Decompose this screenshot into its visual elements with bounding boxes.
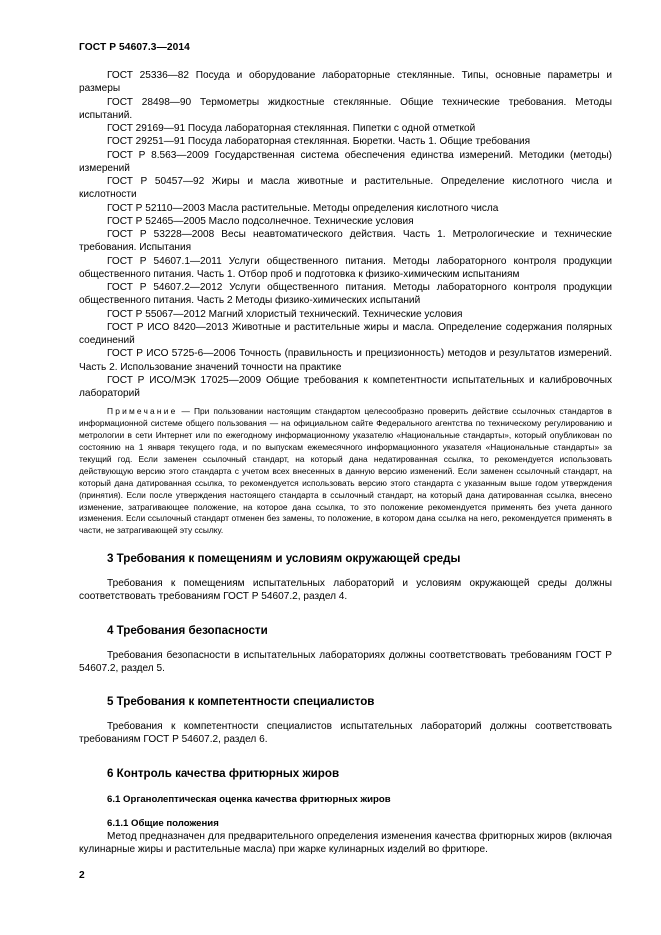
page-number: 2	[79, 870, 85, 881]
reference-item: ГОСТ Р 54607.1—2011 Услуги общественного питания. Методы лабораторного контроля продукции общественного питания. Часть 1. Отбор проб и подготовка к физико-химическим испытаниям	[79, 255, 612, 280]
reference-item: ГОСТ Р ИСО 8420—2013 Животные и растительные жиры и масла. Определение содержания полярных соединений	[79, 321, 612, 346]
section-3-text: Требования к помещениям испытательных лабораторий и условиям окружающей среды должны соответствовать требованиям ГОСТ Р 54607.2, раздел 4.	[79, 578, 612, 603]
section-3-heading: 3 Требования к помещениям и условиям окружающей среды	[107, 552, 461, 566]
section-4-text: Требования безопасности в испытательных лабораториях должны соответствовать требованиям ГОСТ Р 54607.2, раздел 5.	[79, 649, 612, 674]
reference-item: ГОСТ 29169—91 Посуда лабораторная стеклянная. Пипетки с одной отметкой	[107, 123, 476, 134]
reference-item: ГОСТ Р 52465—2005 Масло подсолнечное. Технические условия	[107, 215, 414, 227]
normative-references-list	[79, 69, 612, 400]
section-4-heading: 4 Требования безопасности	[107, 623, 268, 637]
reference-item: ГОСТ Р 50457—92 Жиры и масла животные и растительные. Определение кислотного числа и кислотности	[79, 176, 612, 201]
subsection-6-1-1-heading: 6.1.1 Общие положения	[107, 817, 219, 829]
section-6-heading: 6 Контроль качества фритюрных жиров	[107, 766, 340, 780]
page-content	[79, 69, 612, 856]
reference-item: ГОСТ Р 54607.2—2012 Услуги общественного питания. Методы лабораторного контроля продукции общественного питания. Часть 2 Методы физико-химических испытаний	[79, 282, 612, 307]
subsection-6-1-1-text: Метод предназначен для предварительного определения изменения качества фритюрных жиров (включая кулинарные жиры и растительные масла) при жарке кулинарных изделий во фритюре.	[79, 830, 612, 855]
section-5-heading: 5 Требования к компетентности специалистов	[107, 695, 375, 709]
references-note	[79, 406, 612, 537]
section-5-text: Требования к компетентности специалистов испытательных лабораторий должны соответствовать требованиям ГОСТ Р 54607.2, раздел 6.	[79, 721, 612, 746]
note-label: Примечание	[107, 406, 178, 417]
reference-item: ГОСТ Р 53228—2008 Весы неавтоматического действия. Часть 1. Метрологические и технические требования. Испытания	[79, 229, 612, 254]
reference-item: ГОСТ 25336—82 Посуда и оборудование лабораторные стеклянные. Типы, основные параметры и размеры	[79, 70, 612, 95]
document-code-header: ГОСТ Р 54607.3—2014	[79, 42, 190, 53]
reference-item: ГОСТ 29251—91 Посуда лабораторная стеклянная. Бюретки. Часть 1. Общие требования	[107, 136, 531, 148]
reference-item: ГОСТ Р 8.563—2009 Государственная система обеспечения единства измерений. Методики (методы) измерений	[79, 149, 612, 174]
note-text: — При пользовании настоящим стандартом целесообразно проверить действие ссылочных стандартов в информационной системе общего пользования — на официальном сайте Федерального агентства по техническому регулированию и метрологии в сети Интернет или по ежегодному информационному указателю «Национальные стандарты», который опубликован по состоянию на 1 января текущего года, и по выпускам ежемесячного информационного указателя «Национальные стандарты» за текущий год. Если заменен ссылочный стандарт, на который дана недатированная ссылка, то рекомендуется использовать действующую версию этого стандарта с учетом всех внесенных в данную версию изменений. Если заменен ссылочный стандарт, на который дана датированная ссылка, то рекомендуется использовать версию этого стандарта с указанным выше годом утверждения (принятия). Если после утверждения настоящего стандарта в ссылочный стандарт, на который дана датированная ссылка, внесено изменение, затрагивающее положение, на которое дана ссылка, то это положение рекомендуется применять без учета данного изменения. Если ссылочный стандарт отменен без замены, то положение, в котором дана ссылка на него, рекомендуется применять в части, не затрагивающей эту ссылку.	[79, 406, 612, 536]
subsection-6-1-heading: 6.1 Органолептическая оценка качества фритюрных жиров	[107, 793, 391, 805]
reference-item: ГОСТ Р 55067—2012 Магний хлористый технический. Технические условия	[107, 308, 463, 320]
reference-item: ГОСТ Р ИСО 5725-6—2006 Точность (правильность и прецизионность) методов и результатов измерений. Часть 2. Использование значений точности на практике	[79, 348, 612, 373]
reference-item: ГОСТ Р ИСО/МЭК 17025—2009 Общие требования к компетентности испытательных и калибровочных лабораторий	[79, 374, 612, 399]
reference-item: ГОСТ 28498—90 Термометры жидкостные стеклянные. Общие технические требования. Методы испытаний.	[79, 96, 612, 121]
reference-item: ГОСТ Р 52110—2003 Масла растительные. Методы определения кислотного числа	[107, 202, 499, 214]
